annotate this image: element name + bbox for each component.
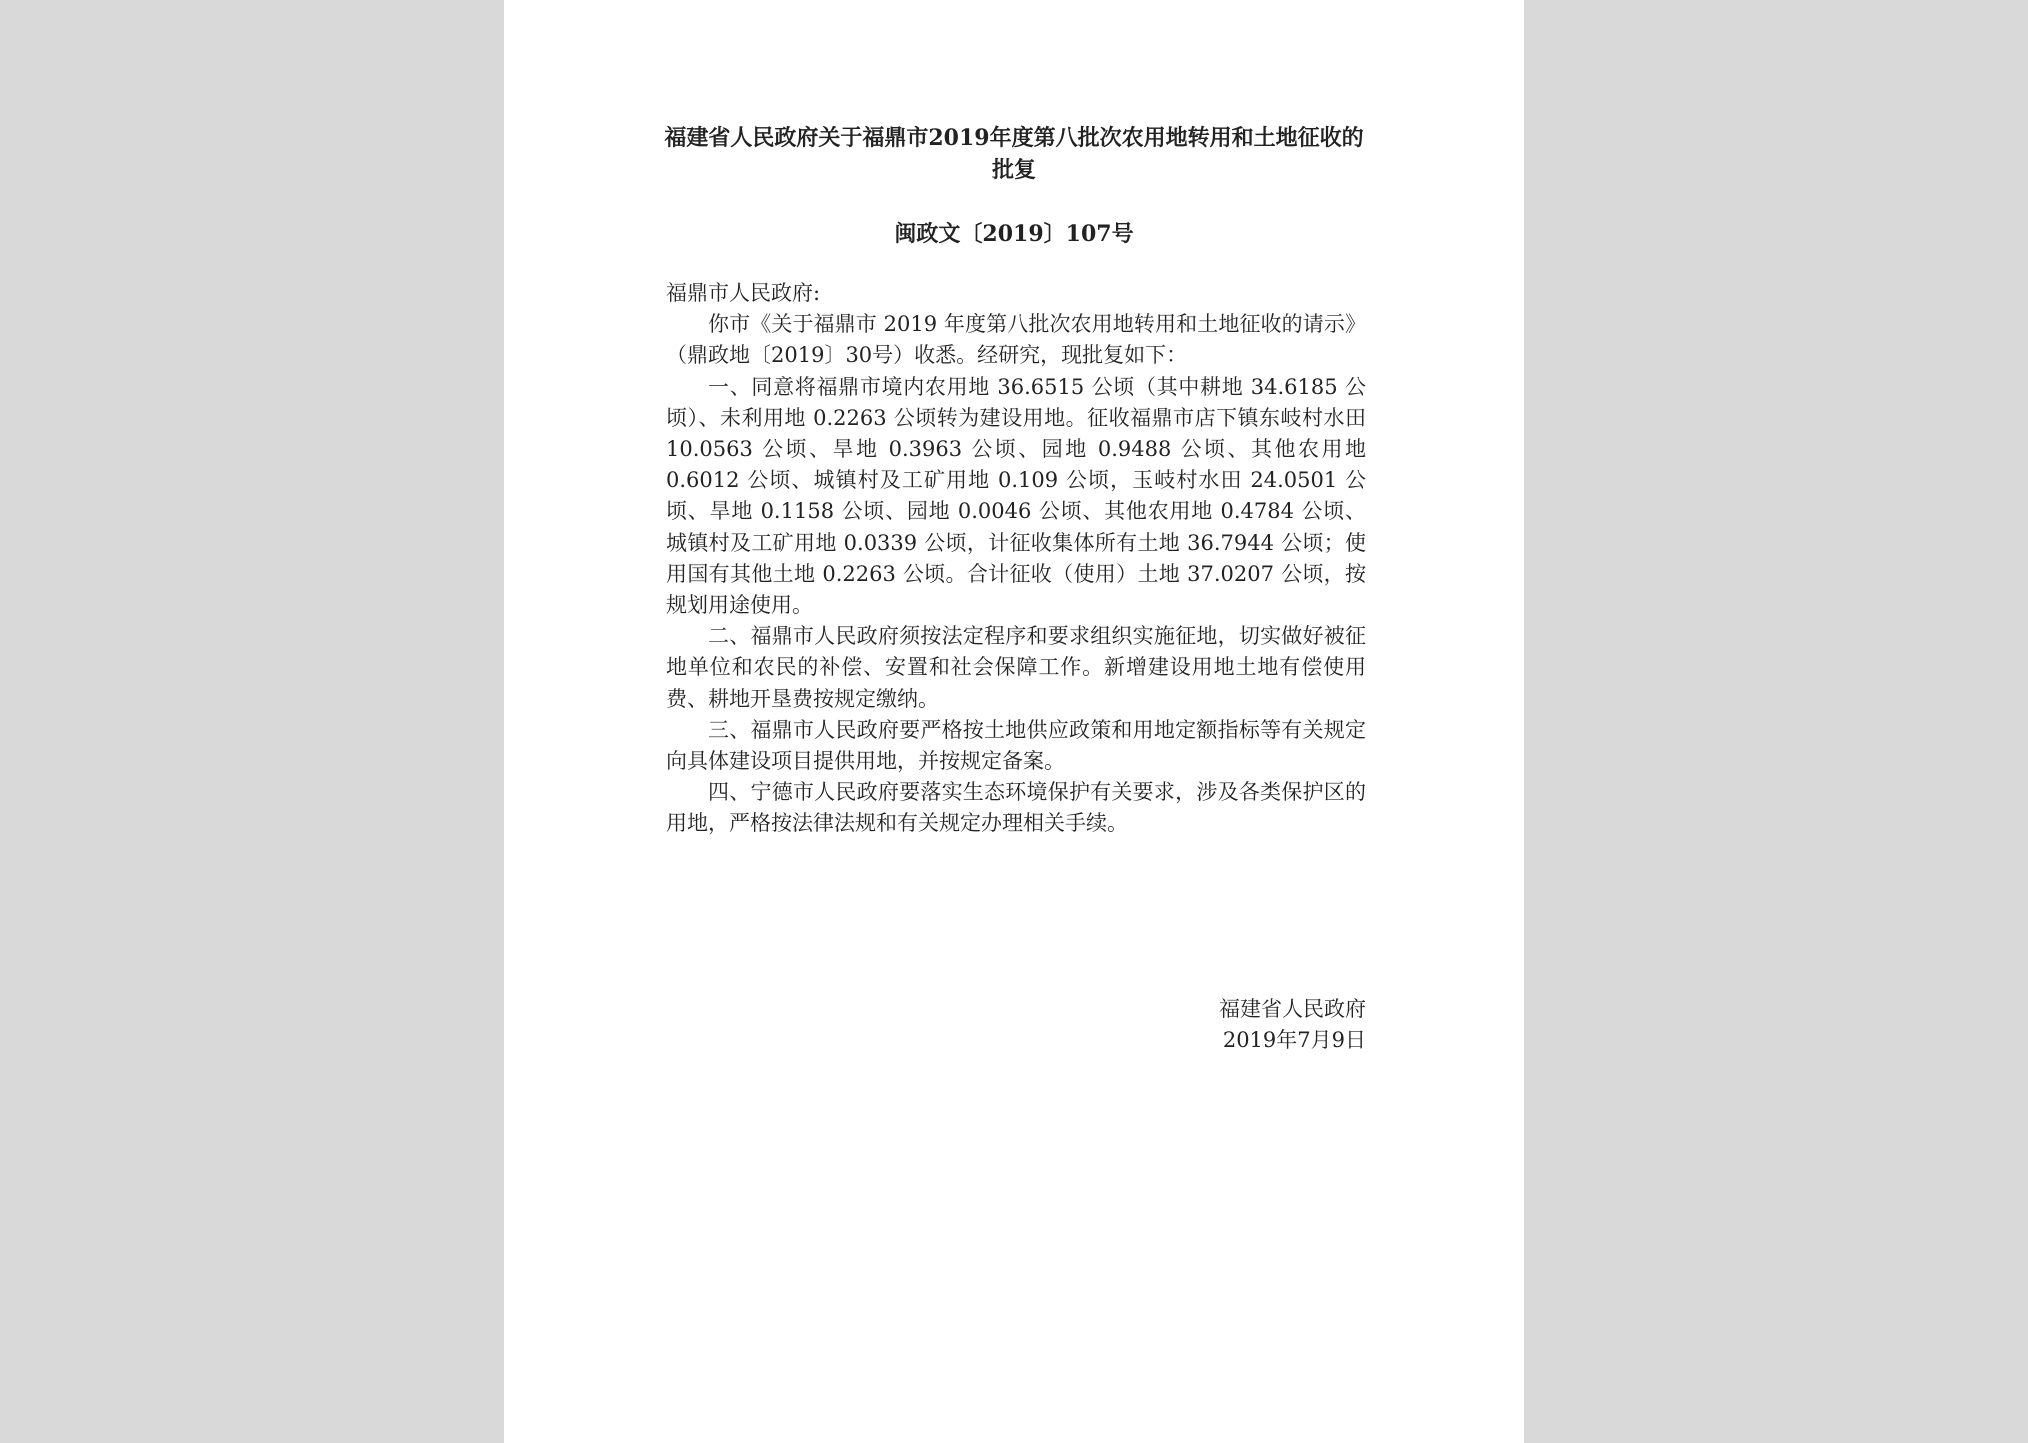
document-number: 闽政文〔2019〕107号	[894, 221, 1134, 247]
paragraph-intro: 你市《关于福鼎市 2019 年度第八批次农用地转用和土地征收的请示》（鼎政地〔2019〕30号）收悉。经研究，现批复如下：	[666, 312, 1366, 368]
paragraph-item-1: 一、同意将福鼎市境内农用地 36.6515 公顷（其中耕地 34.6185 公顷）、未利用地 0.2263 公顷转为建设用地。征收福鼎市店下镇东岐村水田 10.0563 公顷、旱地 0.3963 公顷、园地 0.9488 公顷、其他农用地 0.6012 公顷、城镇村及工矿用地 0.109 公顷，玉岐村水田 24.0501 公顷、旱地 0.1158 公顷、园地 0.0046 公顷、其他农用地 0.4784 公顷、城镇村及工矿用地 0.0339 公顷，计征收集体所有土地 36.7944 公顷；使用国有其他土地 0.2263 公顷。合计征收（使用）土地 37.0207 公顷，按规划用途使用。	[666, 374, 1366, 618]
salutation: 福鼎市人民政府:	[666, 281, 821, 305]
document-body	[666, 278, 1366, 840]
signature-date: 2019年7月9日	[1222, 1028, 1366, 1053]
paragraph-item-4: 四、宁德市人民政府要落实生态环境保护有关要求，涉及各类保护区的用地，严格按法律法规和有关规定办理相关手续。	[666, 780, 1366, 836]
paragraph-item-2: 二、福鼎市人民政府须按法定程序和要求组织实施征地，切实做好被征地单位和农民的补偿、安置和社会保障工作。新增建设用地土地有偿使用费、耕地开垦费按规定缴纳。	[666, 624, 1366, 711]
paragraph-item-3: 三、福鼎市人民政府要严格按土地供应政策和用地定额指标等有关规定向具体建设项目提供用地，并按规定备案。	[666, 717, 1366, 774]
signature-issuer: 福建省人民政府	[1219, 997, 1366, 1021]
signature-block	[1064, 994, 1366, 1056]
document-title: 福建省人民政府关于福鼎市2019年度第八批次农用地转用和土地征收的批复	[664, 125, 1364, 183]
document-page	[504, 0, 1524, 1443]
